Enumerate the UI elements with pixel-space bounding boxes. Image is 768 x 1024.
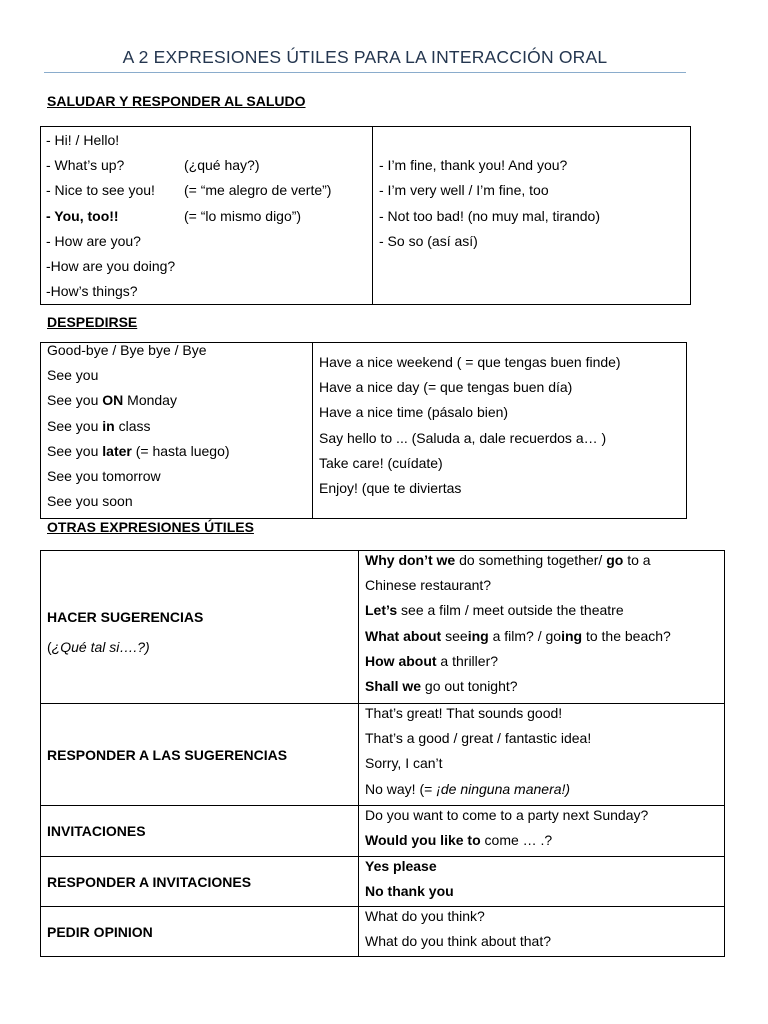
farewell-expression — [47, 439, 312, 464]
section-heading-farewell: DESPEDIRSE — [47, 314, 138, 330]
text-segment: Enjoy! (que te diviertas — [319, 479, 462, 496]
text-segment: (Saluda a, dale recuerdos a… ) — [411, 429, 607, 446]
text-segment: I’m fine, too — [476, 182, 549, 199]
example-expression — [365, 854, 724, 879]
text-segment: do something together/ — [455, 552, 607, 568]
text-segment: to a — [623, 552, 651, 568]
examples-cell — [359, 551, 725, 704]
text-segment: Have a nice weekend ( = que tengas buen finde) — [319, 354, 621, 370]
example-expression — [365, 803, 724, 828]
text-segment: a thriller? — [436, 652, 499, 669]
farewell-expression — [47, 388, 312, 413]
text-segment: -How are you doing? — [46, 257, 176, 274]
farewell-wish — [319, 426, 686, 451]
greeting-expression — [46, 178, 372, 203]
greeting-expression — [46, 204, 372, 229]
greeting-expression — [46, 254, 372, 279]
text-segment: ON — [102, 392, 124, 409]
expression-text — [46, 153, 184, 178]
table-row — [41, 907, 725, 957]
translation-note: (= “lo mismo digo”) — [184, 207, 302, 224]
text-segment: - So so (así así) — [379, 232, 478, 249]
text-segment: - Nice to see you! — [46, 182, 155, 199]
category-label: RESPONDER A INVITACIONES — [47, 873, 252, 890]
example-expression — [365, 674, 724, 699]
text-segment: Do you want to come to a party next Sunday? — [365, 807, 649, 823]
category-cell — [41, 907, 359, 957]
other-expressions-table — [40, 550, 725, 957]
table-row — [41, 857, 725, 907]
text-segment: ing — [467, 627, 489, 644]
greeting-left-cell — [41, 127, 373, 305]
text-segment: No way! (= — [365, 780, 437, 797]
text-segment: class — [114, 417, 151, 434]
category-sublabel — [47, 639, 358, 655]
translation-note: (¿qué hay?) — [184, 157, 260, 174]
example-expression — [365, 573, 724, 598]
text-segment: Have a nice time (pásalo bien) — [319, 404, 509, 421]
text-segment: See you — [47, 367, 99, 384]
table-row — [41, 806, 725, 857]
text-segment: Have a nice day (= que tengas buen día) — [319, 379, 573, 396]
farewell-table — [40, 342, 687, 519]
category-label: INVITACIONES — [47, 823, 146, 839]
text-segment: Shall we — [365, 677, 422, 694]
category-cell — [41, 857, 359, 907]
text-segment: Say hello to ... — [319, 429, 412, 446]
example-expression — [365, 624, 724, 649]
greeting-table — [40, 126, 691, 305]
translation-note: (= “me alegro de verte”) — [184, 182, 332, 199]
text-segment: What do you think? — [365, 908, 485, 924]
text-segment: - I’m fine, thank you! And — [379, 157, 537, 174]
example-expression — [365, 904, 724, 929]
greeting-right-cell — [373, 127, 691, 305]
expression-text — [46, 279, 184, 304]
examples-cell — [359, 907, 725, 957]
farewell-expression — [47, 414, 312, 439]
farewell-wish — [319, 476, 686, 501]
category-label: HACER SUGERENCIAS — [47, 609, 204, 625]
example-expression — [365, 777, 724, 802]
text-segment: - How are you? — [46, 232, 141, 249]
text-segment: go — [606, 552, 624, 568]
category-cell — [41, 551, 359, 704]
example-expression — [365, 879, 724, 904]
title-underline — [44, 72, 686, 73]
farewell-wish — [319, 375, 686, 400]
text-segment: in — [102, 417, 115, 434]
greeting-response — [379, 178, 690, 203]
farewell-left-cell — [41, 343, 313, 519]
greeting-expression — [46, 229, 372, 254]
examples-cell — [359, 806, 725, 857]
text-segment: Good-bye / Bye bye / Bye — [47, 342, 207, 358]
example-expression — [365, 649, 724, 674]
example-expression — [365, 598, 724, 623]
text-segment: see — [441, 627, 468, 644]
text-segment: ¿Qué tal si….?) — [51, 639, 150, 655]
text-segment: - Not too bad! (no muy mal, tirando) — [379, 207, 600, 224]
text-segment: See you — [47, 442, 103, 459]
category-cell — [41, 806, 359, 857]
text-segment: - What’s up? — [46, 157, 125, 174]
text-segment: Monday — [123, 392, 177, 409]
farewell-expression — [47, 363, 312, 388]
text-segment: - I’m very well / — [379, 182, 477, 199]
text-segment: go out tonight? — [421, 677, 518, 694]
expression-text — [46, 229, 184, 254]
farewell-expression — [47, 338, 312, 363]
text-segment: No thank you — [365, 883, 454, 900]
greeting-response — [379, 128, 690, 153]
text-segment: (= hasta luego) — [131, 442, 230, 459]
text-segment: later — [102, 442, 132, 459]
text-segment: See you tomorrow — [47, 467, 161, 484]
text-segment: Chinese restaurant? — [365, 577, 492, 594]
farewell-wish — [319, 350, 686, 375]
text-segment: See you — [47, 392, 103, 409]
table-row — [41, 704, 725, 806]
example-expression — [365, 726, 724, 751]
text-segment: That’s great! That sounds good! — [365, 705, 563, 721]
farewell-wish — [319, 400, 686, 425]
text-segment: What about — [365, 627, 442, 644]
expression-text — [46, 178, 184, 203]
example-expression — [365, 751, 724, 776]
text-segment: a film? / go — [488, 627, 562, 644]
text-segment: Let’s — [365, 602, 398, 619]
farewell-expression — [47, 464, 312, 489]
section-heading-other: OTRAS EXPRESIONES ÚTILES — [47, 519, 254, 535]
example-expression — [365, 701, 724, 726]
text-segment: Yes please — [365, 858, 437, 874]
text-segment: What do you think about that? — [365, 933, 552, 950]
category-cell — [41, 704, 359, 806]
page-title: A 2 EXPRESIONES ÚTILES PARA LA INTERACCIÓN ORAL — [122, 47, 608, 67]
text-segment: to the beach? — [582, 627, 671, 644]
example-expression — [365, 929, 724, 954]
text-segment: -How’s things? — [46, 283, 138, 300]
text-segment: Why don’t we — [365, 552, 456, 568]
greeting-expression — [46, 128, 372, 153]
text-segment: ¡de ninguna manera!) — [436, 780, 571, 797]
text-segment: - Hi! / Hello! — [46, 132, 120, 148]
text-segment: That’s a good / great / fantastic idea! — [365, 730, 592, 747]
expression-text — [46, 254, 184, 279]
table-row — [41, 551, 725, 704]
greeting-response — [379, 229, 690, 254]
examples-cell — [359, 857, 725, 907]
category-label: PEDIR OPINION — [47, 923, 153, 940]
text-segment: How about — [365, 652, 437, 669]
text-segment: Take care! (cuídate) — [319, 454, 443, 471]
text-segment: See you — [47, 417, 103, 434]
text-segment: come … .? — [480, 832, 553, 849]
farewell-right-cell — [313, 343, 687, 519]
text-segment: ing — [561, 627, 583, 644]
expression-text — [46, 204, 184, 229]
farewell-wish — [319, 451, 686, 476]
text-segment: Sorry, I can’t — [365, 755, 443, 772]
examples-cell — [359, 704, 725, 806]
category-label: RESPONDER A LAS SUGERENCIAS — [47, 746, 288, 763]
text-segment: you? — [536, 157, 568, 174]
greeting-expression — [46, 279, 372, 304]
farewell-expression — [47, 489, 312, 514]
text-segment: see a film / meet outside the theatre — [397, 602, 624, 619]
greeting-response — [379, 153, 690, 178]
text-segment: Would you like to — [365, 832, 481, 849]
expression-text — [46, 128, 184, 153]
example-expression — [365, 548, 724, 573]
greeting-response — [379, 204, 690, 229]
text-segment: - You, too!! — [46, 207, 119, 224]
text-segment: See you soon — [47, 493, 133, 510]
greeting-expression — [46, 153, 372, 178]
section-heading-greeting: SALUDAR Y RESPONDER AL SALUDO — [47, 93, 306, 109]
example-expression — [365, 828, 724, 853]
text-segment: ( — [47, 639, 52, 655]
